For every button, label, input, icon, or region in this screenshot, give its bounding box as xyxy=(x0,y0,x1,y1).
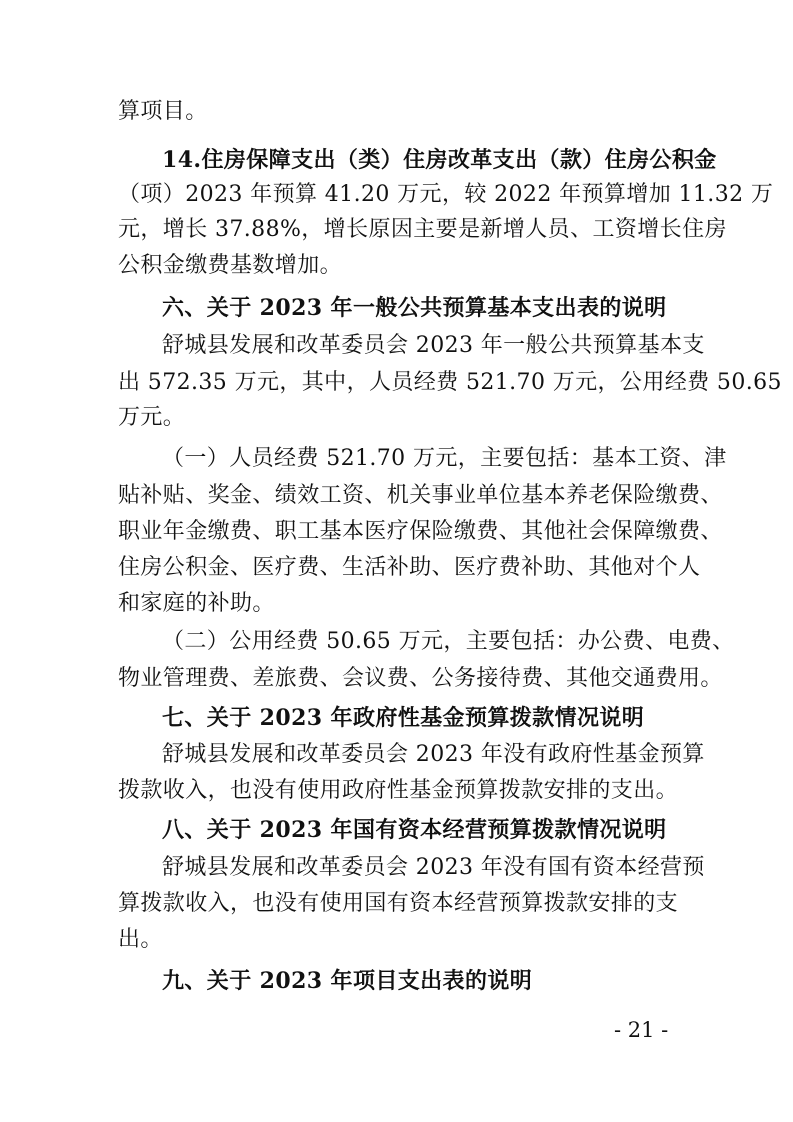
section-heading: 八、关于 2023 年国有资本经营预算拨款情况说明 xyxy=(162,817,667,843)
body-text-line: 公积金缴费基数增加。 xyxy=(118,253,343,278)
body-text-line: 职业年金缴费、职工基本医疗保险缴费、其他社会保障缴费、 xyxy=(118,519,723,544)
page-number: - 21 - xyxy=(614,1018,669,1042)
section-heading: 九、关于 2023 年项目支出表的说明 xyxy=(162,968,533,994)
section-heading: 六、关于 2023 年一般公共预算基本支出表的说明 xyxy=(162,295,667,321)
body-text-line: 舒城县发展和改革委员会 2023 年一般公共预算基本支 xyxy=(162,333,705,358)
body-text-line: 物业管理费、差旅费、会议费、公务接待费、其他交通费用。 xyxy=(118,666,723,691)
body-text-line: 和家庭的补助。 xyxy=(118,591,275,616)
body-text-line: 舒城县发展和改革委员会 2023 年没有政府性基金预算 xyxy=(162,742,705,767)
body-text-line: （项）2023 年预算 41.20 万元，较 2022 年预算增加 11.32 万 xyxy=(118,182,774,207)
body-text-line: 元，增长 37.88%，增长原因主要是新增人员、工资增长住房 xyxy=(118,217,727,242)
section-heading: 七、关于 2023 年政府性基金预算拨款情况说明 xyxy=(162,705,645,731)
body-text-line: 出。 xyxy=(118,927,163,952)
body-text-line: 舒城县发展和改革委员会 2023 年没有国有资本经营预 xyxy=(162,855,705,880)
body-text-line: （一）人员经费 521.70 万元，主要包括：基本工资、津 xyxy=(162,446,727,471)
body-text-line: （二）公用经费 50.65 万元，主要包括：办公费、电费、 xyxy=(162,629,735,654)
body-text-line: 万元。 xyxy=(118,405,186,430)
body-text-line: 算项目。 xyxy=(118,99,208,124)
item-heading: 14.住房保障支出（类）住房改革支出（款）住房公积金 xyxy=(162,147,717,173)
body-text-line: 贴补贴、奖金、绩效工资、机关事业单位基本养老保险缴费、 xyxy=(118,483,723,508)
body-text-line: 拨款收入，也没有使用政府性基金预算拨款安排的支出。 xyxy=(118,778,679,803)
body-text-line: 住房公积金、医疗费、生活补助、医疗费补助、其他对个人 xyxy=(118,555,701,580)
body-text-line: 出 572.35 万元，其中，人员经费 521.70 万元，公用经费 50.65 xyxy=(118,370,782,395)
body-text-line: 算拨款收入，也没有使用国有资本经营预算拨款安排的支 xyxy=(118,891,679,916)
